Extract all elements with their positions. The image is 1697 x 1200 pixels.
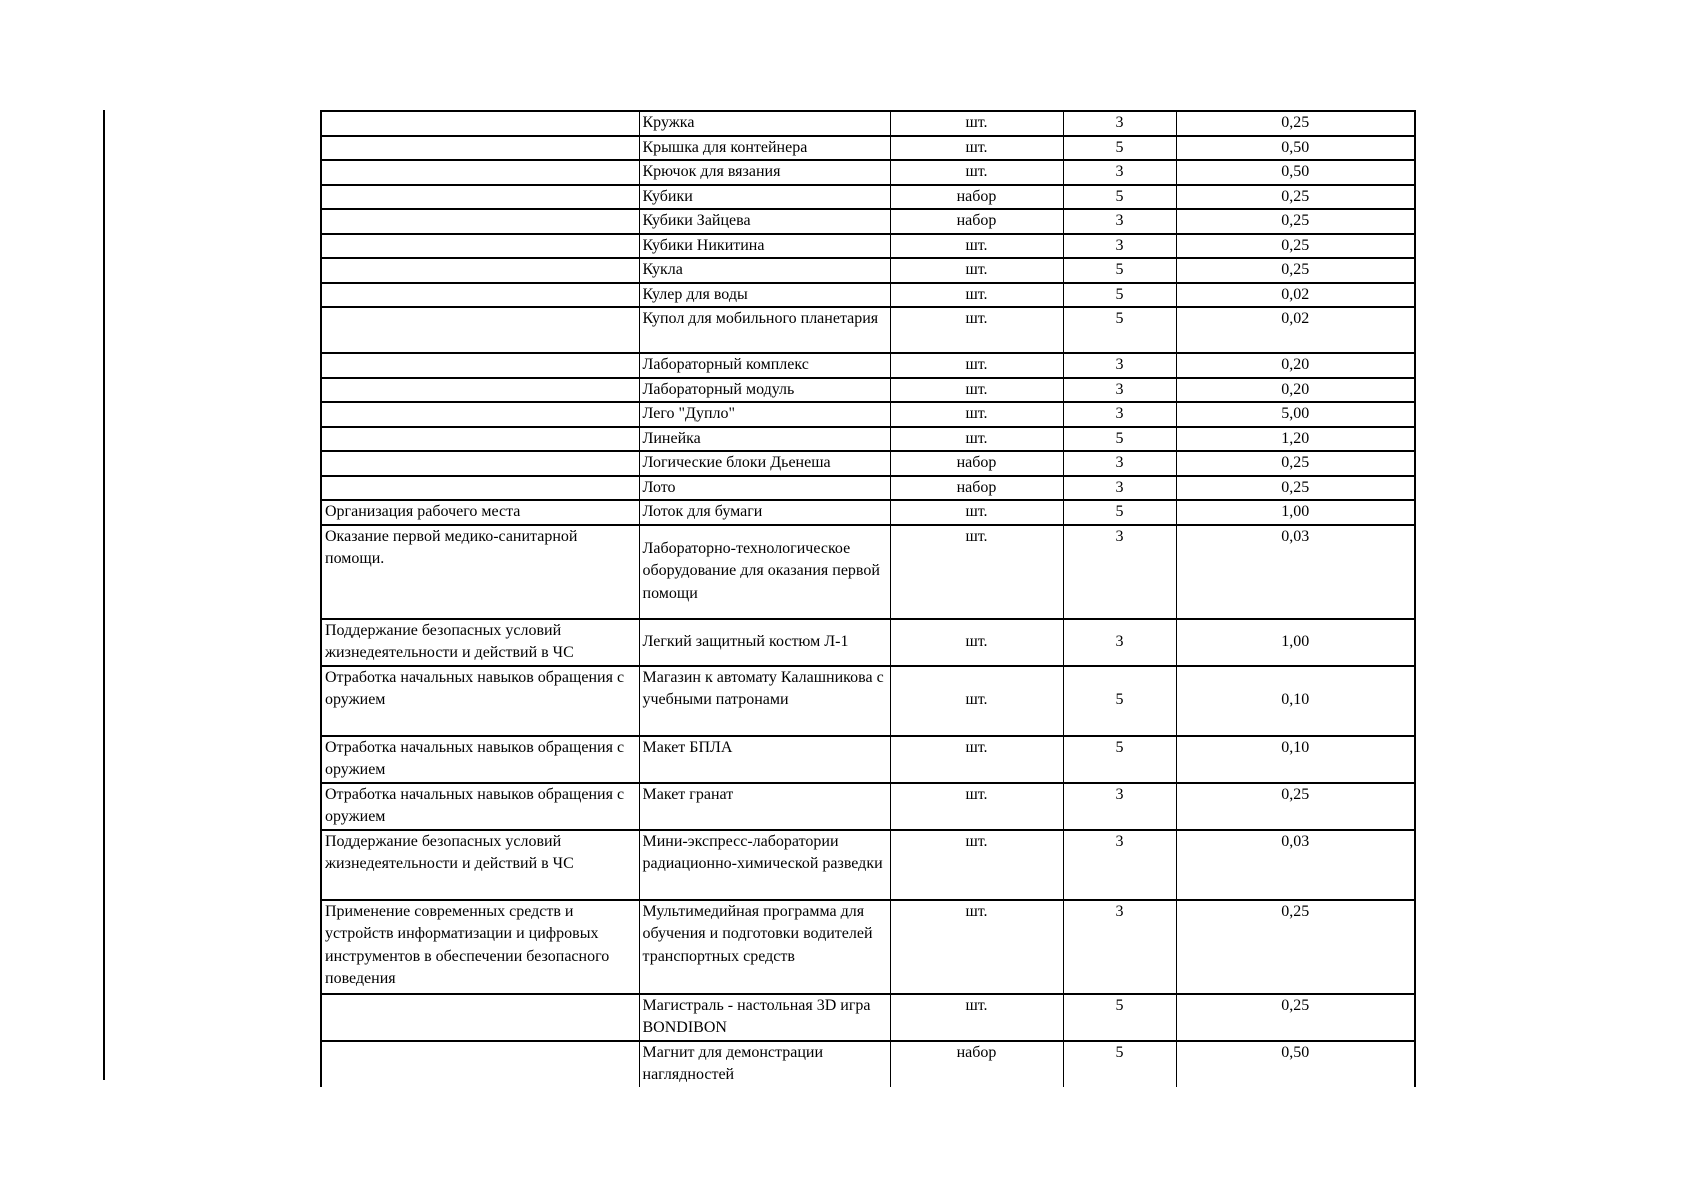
unit-cell: шт. bbox=[890, 402, 1063, 427]
item-cell: Линейка bbox=[639, 427, 890, 452]
rate-cell: 1,00 bbox=[1176, 500, 1415, 525]
item-cell: Магистраль - настольная 3D игра BONDIBON bbox=[639, 994, 890, 1041]
table-row bbox=[321, 1041, 1415, 1087]
rate-cell: 0,50 bbox=[1176, 160, 1415, 185]
unit-cell: шт. bbox=[890, 900, 1063, 994]
activity-cell bbox=[321, 185, 639, 210]
table-row bbox=[321, 525, 1415, 619]
qty-cell: 5 bbox=[1063, 185, 1176, 210]
table-row bbox=[321, 353, 1415, 378]
unit-cell: шт. bbox=[890, 353, 1063, 378]
activity-cell bbox=[321, 307, 639, 353]
qty-cell: 5 bbox=[1063, 283, 1176, 308]
activity-cell: Оказание первой медико-санитарной помощи. bbox=[321, 525, 639, 619]
rate-cell: 0,10 bbox=[1176, 666, 1415, 736]
activity-cell bbox=[321, 1041, 639, 1087]
item-cell: Магнит для демонстрации наглядностей bbox=[639, 1041, 890, 1087]
table-row bbox=[321, 234, 1415, 259]
qty-cell: 3 bbox=[1063, 619, 1176, 666]
qty-cell: 3 bbox=[1063, 209, 1176, 234]
unit-cell: шт. bbox=[890, 283, 1063, 308]
table-row bbox=[321, 736, 1415, 783]
activity-cell bbox=[321, 427, 639, 452]
rate-cell: 0,25 bbox=[1176, 451, 1415, 476]
item-cell: Лоток для бумаги bbox=[639, 500, 890, 525]
equipment-table bbox=[320, 110, 1416, 1087]
unit-cell: набор bbox=[890, 476, 1063, 501]
table-row bbox=[321, 402, 1415, 427]
rate-cell: 0,03 bbox=[1176, 830, 1415, 900]
unit-cell: шт. bbox=[890, 736, 1063, 783]
item-cell: Логические блоки Дьенеша bbox=[639, 451, 890, 476]
table-row bbox=[321, 476, 1415, 501]
unit-cell: шт. bbox=[890, 994, 1063, 1041]
qty-cell: 5 bbox=[1063, 666, 1176, 736]
rate-cell: 0,25 bbox=[1176, 783, 1415, 830]
rate-cell: 0,20 bbox=[1176, 378, 1415, 403]
rate-cell: 0,25 bbox=[1176, 234, 1415, 259]
qty-cell: 3 bbox=[1063, 378, 1176, 403]
activity-cell: Поддержание безопасных условий жизнедеятельности и действий в ЧС bbox=[321, 830, 639, 900]
qty-cell: 5 bbox=[1063, 994, 1176, 1041]
qty-cell: 5 bbox=[1063, 307, 1176, 353]
unit-cell: шт. bbox=[890, 619, 1063, 666]
qty-cell: 3 bbox=[1063, 234, 1176, 259]
item-cell: Легкий защитный костюм Л-1 bbox=[639, 619, 890, 666]
unit-cell: шт. bbox=[890, 830, 1063, 900]
qty-cell: 3 bbox=[1063, 451, 1176, 476]
rate-cell: 0,50 bbox=[1176, 136, 1415, 161]
activity-cell bbox=[321, 353, 639, 378]
table-row bbox=[321, 619, 1415, 666]
rate-cell: 0,50 bbox=[1176, 1041, 1415, 1087]
item-cell: Кукла bbox=[639, 258, 890, 283]
table-row bbox=[321, 830, 1415, 900]
table-row bbox=[321, 900, 1415, 994]
table-row bbox=[321, 111, 1415, 136]
item-cell: Кубики Зайцева bbox=[639, 209, 890, 234]
table-row bbox=[321, 185, 1415, 210]
item-cell: Кулер для воды bbox=[639, 283, 890, 308]
qty-cell: 3 bbox=[1063, 353, 1176, 378]
activity-cell: Отработка начальных навыков обращения с оружием bbox=[321, 783, 639, 830]
table-row bbox=[321, 666, 1415, 736]
unit-cell: набор bbox=[890, 185, 1063, 210]
qty-cell: 3 bbox=[1063, 402, 1176, 427]
table-row bbox=[321, 451, 1415, 476]
qty-cell: 3 bbox=[1063, 830, 1176, 900]
activity-cell bbox=[321, 160, 639, 185]
qty-cell: 5 bbox=[1063, 136, 1176, 161]
rate-cell: 5,00 bbox=[1176, 402, 1415, 427]
table-row bbox=[321, 283, 1415, 308]
unit-cell: шт. bbox=[890, 234, 1063, 259]
item-cell: Кубики bbox=[639, 185, 890, 210]
item-cell: Кубики Никитина bbox=[639, 234, 890, 259]
unit-cell: набор bbox=[890, 209, 1063, 234]
item-cell: Лото bbox=[639, 476, 890, 501]
table-row bbox=[321, 307, 1415, 353]
activity-cell bbox=[321, 994, 639, 1041]
table-row bbox=[321, 136, 1415, 161]
qty-cell: 3 bbox=[1063, 111, 1176, 136]
activity-cell bbox=[321, 258, 639, 283]
item-cell: Крючок для вязания bbox=[639, 160, 890, 185]
activity-cell bbox=[321, 111, 639, 136]
activity-cell bbox=[321, 283, 639, 308]
item-cell: Лабораторный модуль bbox=[639, 378, 890, 403]
qty-cell: 3 bbox=[1063, 900, 1176, 994]
table-row bbox=[321, 783, 1415, 830]
qty-cell: 5 bbox=[1063, 500, 1176, 525]
activity-cell: Организация рабочего места bbox=[321, 500, 639, 525]
rate-cell: 0,02 bbox=[1176, 283, 1415, 308]
rate-cell: 1,20 bbox=[1176, 427, 1415, 452]
unit-cell: шт. bbox=[890, 427, 1063, 452]
unit-cell: шт. bbox=[890, 378, 1063, 403]
qty-cell: 5 bbox=[1063, 1041, 1176, 1087]
qty-cell: 3 bbox=[1063, 783, 1176, 830]
rate-cell: 0,25 bbox=[1176, 258, 1415, 283]
unit-cell: шт. bbox=[890, 258, 1063, 283]
page-margin-line bbox=[103, 110, 105, 1080]
activity-cell: Применение современных средств и устройств информатизации и цифровых инструментов в обеспечении безопасного поведения bbox=[321, 900, 639, 994]
qty-cell: 5 bbox=[1063, 427, 1176, 452]
item-cell: Макет гранат bbox=[639, 783, 890, 830]
rate-cell: 0,10 bbox=[1176, 736, 1415, 783]
qty-cell: 3 bbox=[1063, 476, 1176, 501]
rate-cell: 0,02 bbox=[1176, 307, 1415, 353]
table-row bbox=[321, 160, 1415, 185]
unit-cell: шт. bbox=[890, 500, 1063, 525]
qty-cell: 5 bbox=[1063, 736, 1176, 783]
rate-cell: 0,25 bbox=[1176, 476, 1415, 501]
rate-cell: 0,25 bbox=[1176, 111, 1415, 136]
activity-cell bbox=[321, 136, 639, 161]
item-cell: Макет БПЛА bbox=[639, 736, 890, 783]
item-cell: Мини-экспресс-лаборатории радиационно-химической разведки bbox=[639, 830, 890, 900]
unit-cell: шт. bbox=[890, 525, 1063, 619]
activity-cell bbox=[321, 234, 639, 259]
qty-cell: 5 bbox=[1063, 258, 1176, 283]
table-row bbox=[321, 258, 1415, 283]
activity-cell: Отработка начальных навыков обращения с оружием bbox=[321, 666, 639, 736]
rate-cell: 0,25 bbox=[1176, 900, 1415, 994]
rate-cell: 0,20 bbox=[1176, 353, 1415, 378]
rate-cell: 0,25 bbox=[1176, 209, 1415, 234]
activity-cell bbox=[321, 476, 639, 501]
table-row bbox=[321, 378, 1415, 403]
activity-cell bbox=[321, 209, 639, 234]
table-row bbox=[321, 994, 1415, 1041]
unit-cell: шт. bbox=[890, 666, 1063, 736]
table-row bbox=[321, 209, 1415, 234]
qty-cell: 3 bbox=[1063, 525, 1176, 619]
item-cell: Лабораторный комплекс bbox=[639, 353, 890, 378]
unit-cell: шт. bbox=[890, 783, 1063, 830]
item-cell: Кружка bbox=[639, 111, 890, 136]
item-cell: Крышка для контейнера bbox=[639, 136, 890, 161]
rate-cell: 0,25 bbox=[1176, 994, 1415, 1041]
item-cell: Лего "Дупло" bbox=[639, 402, 890, 427]
activity-cell bbox=[321, 402, 639, 427]
table-row bbox=[321, 427, 1415, 452]
activity-cell: Поддержание безопасных условий жизнедеятельности и действий в ЧС bbox=[321, 619, 639, 666]
item-cell: Магазин к автомату Калашникова с учебными патронами bbox=[639, 666, 890, 736]
activity-cell bbox=[321, 451, 639, 476]
activity-cell bbox=[321, 378, 639, 403]
table-row bbox=[321, 500, 1415, 525]
item-cell: Мультимедийная программа для обучения и подготовки водителей транспортных средств bbox=[639, 900, 890, 994]
unit-cell: шт. bbox=[890, 307, 1063, 353]
unit-cell: шт. bbox=[890, 136, 1063, 161]
rate-cell: 0,03 bbox=[1176, 525, 1415, 619]
item-cell: Лабораторно-технологическое оборудование для оказания первой помощи bbox=[639, 525, 890, 619]
unit-cell: набор bbox=[890, 1041, 1063, 1087]
unit-cell: шт. bbox=[890, 111, 1063, 136]
activity-cell: Отработка начальных навыков обращения с оружием bbox=[321, 736, 639, 783]
rate-cell: 1,00 bbox=[1176, 619, 1415, 666]
qty-cell: 3 bbox=[1063, 160, 1176, 185]
item-cell: Купол для мобильного планетария bbox=[639, 307, 890, 353]
unit-cell: шт. bbox=[890, 160, 1063, 185]
unit-cell: набор bbox=[890, 451, 1063, 476]
rate-cell: 0,25 bbox=[1176, 185, 1415, 210]
